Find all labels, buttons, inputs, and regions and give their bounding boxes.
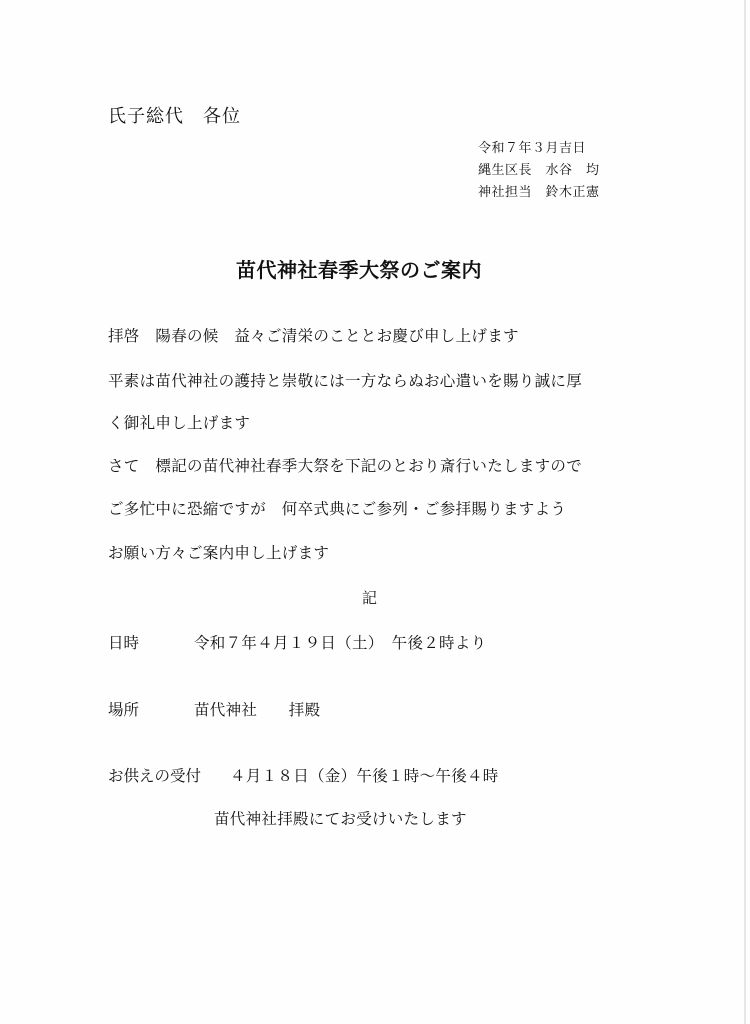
body-line-5: ご多忙中に恐縮ですが 何卒式典にご参列・ご参拝賜りますよう [108, 500, 567, 518]
addressee: 氏子総代 各位 [108, 106, 241, 127]
datetime-label: 日時 [108, 634, 140, 652]
body-line-1: 拝啓 陽春の候 益々ご清栄のこととお慶び申し上げます [108, 327, 519, 345]
shrine-official: 神社担当 鈴木正憲 [478, 185, 600, 200]
body-line-4: さて 標記の苗代神社春季大祭を下記のとおり斎行いたしますので [108, 457, 583, 475]
datetime-value: 令和７年４月１９日（土） 午後２時より [194, 634, 487, 652]
document-title: 苗代神社春季大祭のご案内 [236, 258, 482, 282]
district-chief: 縄生区長 水谷 均 [478, 163, 600, 178]
page-edge-shadow [744, 0, 746, 1024]
offering-value: ４月１８日（金）午後１時～午後４時 [230, 767, 499, 785]
body-line-3: く御礼申し上げます [108, 414, 251, 432]
offering-label: お供えの受付 [108, 767, 202, 785]
offering-note: 苗代神社拝殿にてお受けいたします [214, 810, 467, 828]
body-line-6: お願い方々ご案内申し上げます [108, 544, 330, 562]
ki-heading: 記 [362, 589, 378, 607]
issue-date: 令和７年３月吉日 [478, 141, 587, 156]
body-line-2: 平素は苗代神社の護持と崇敬には一方ならぬお心遣いを賜り誠に厚 [108, 372, 583, 390]
place-value: 苗代神社 拝殿 [194, 701, 321, 719]
place-label: 場所 [108, 701, 140, 719]
